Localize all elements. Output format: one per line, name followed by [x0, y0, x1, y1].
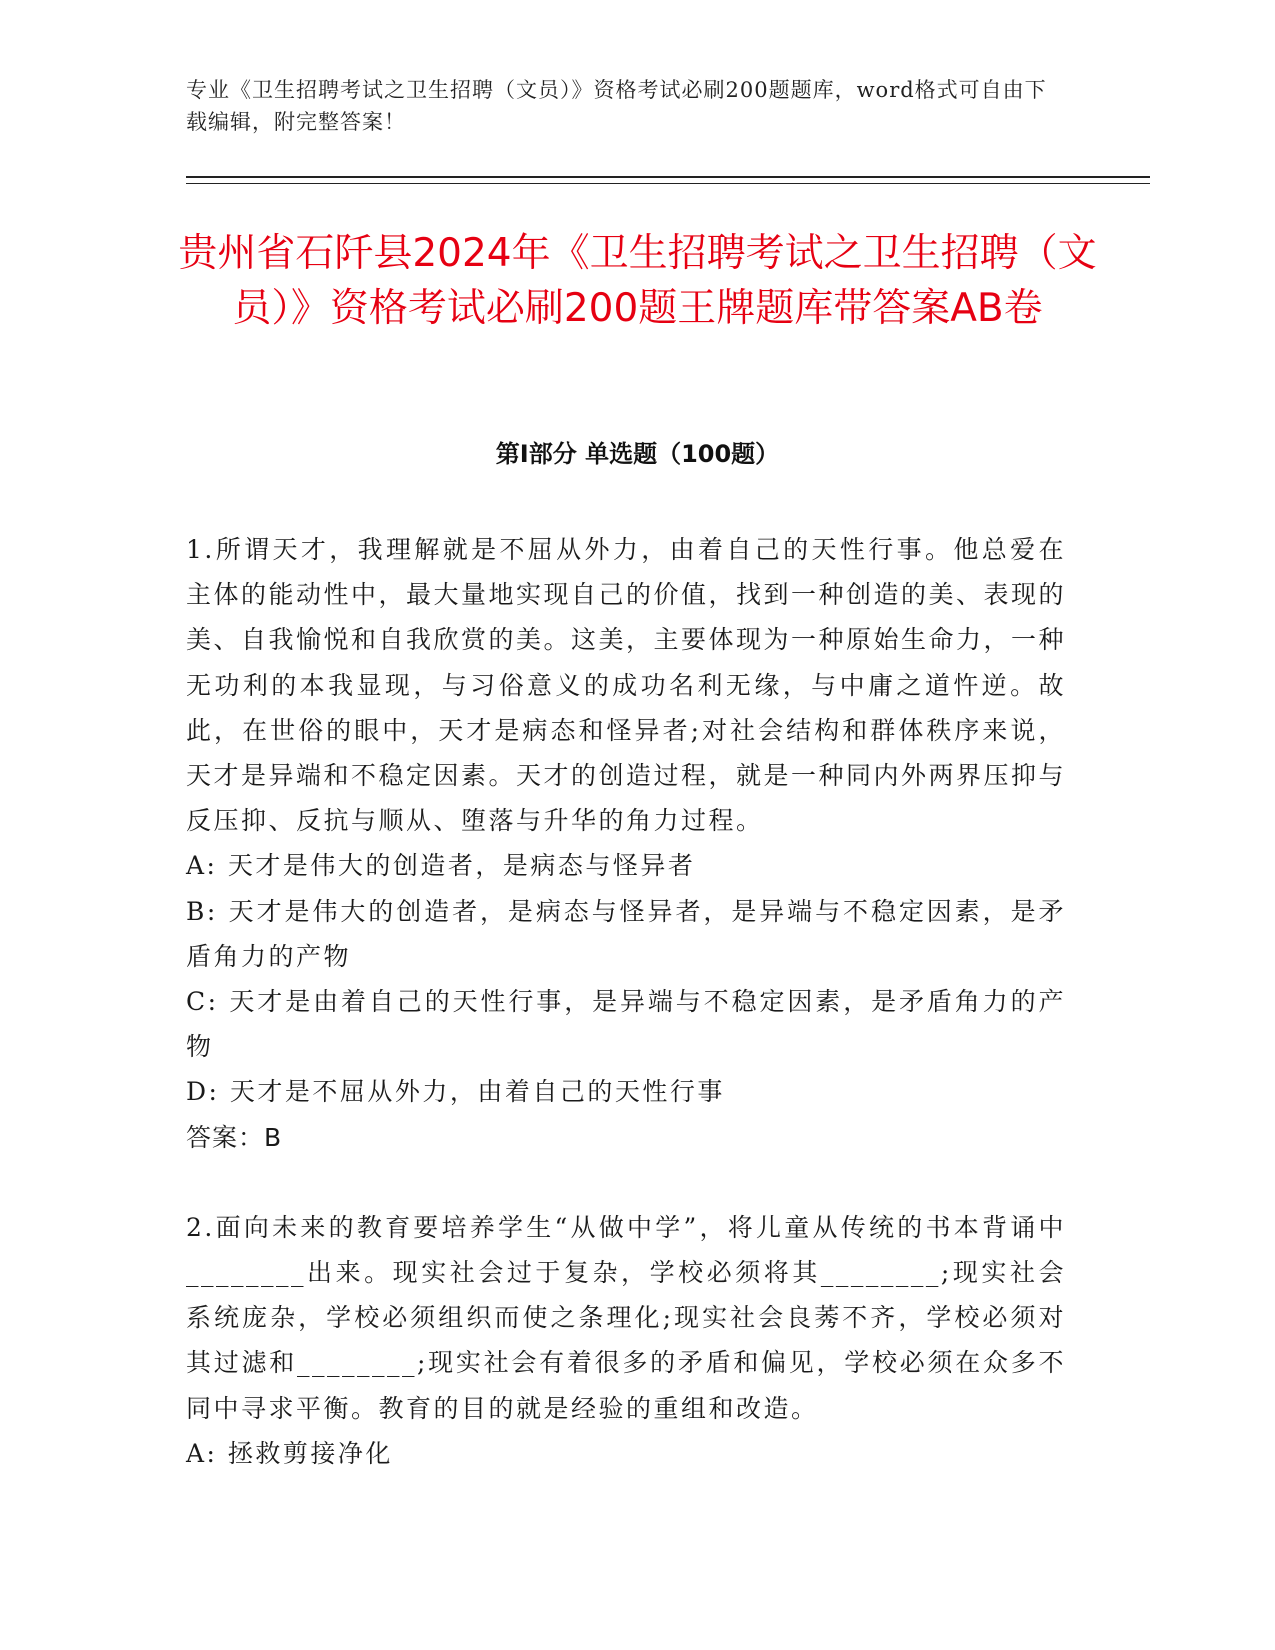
header-divider-thin [186, 183, 1150, 184]
answer: 答案：B [186, 1122, 283, 1152]
option-a: A: 天才是伟大的创造者，是病态与怪异者 [186, 851, 696, 881]
option-d: D: 天才是不屈从外力，由着自己的天性行事 [186, 1077, 725, 1107]
question-stem: 1.所谓天才，我理解就是不屈从外力，由着自己的天性行事。他总爱在主体的能动性中，最大量地实现自己的价值，找到一种创造的美、表现的美、自我愉悦和自我欣赏的美。这美，主要体现为一种原始生命力，一种无功利的本我显现，与习俗意义的成功名利无缘，与中庸之道忤逆。故此，在世俗的眼中，天才是病态和怪异者;对社会结构和群体秩序来说，天才是异端和不稳定因素。天才的创造过程，就是一种同内外两界压抑与反压抑、反抗与顺从、堕落与升华的角力过程。 [186, 535, 1067, 836]
option-b: B: 天才是伟大的创造者，是病态与怪异者，是异端与不稳定因素，是矛盾角力的产物 [186, 896, 1066, 971]
section-title: 第Ⅰ部分 单选题（100题） [495, 440, 780, 468]
question-spacer [186, 1160, 1066, 1205]
question-1 [186, 527, 1066, 1160]
document-title: 贵州省石阡县2024年《卫生招聘考试之卫生招聘（文员）》资格考试必刷200题王牌题库带答案AB卷 [178, 231, 1097, 331]
header-divider [186, 176, 1150, 178]
question-stem: 2.面向未来的教育要培养学生“从做中学”，将儿童从传统的书本背诵中________出来。现实社会过于复杂，学校必须将其________;现实社会系统庞杂，学校必须组织而使之条理化;现实社会良莠不齐，学校必须对其过滤和________;现实社会有着很多的矛盾和偏见，学校必须在众多不同中寻求平衡。教育的目的就是经验的重组和改造。 [186, 1212, 1066, 1423]
question-2 [186, 1205, 1066, 1476]
question-list [186, 527, 1066, 1476]
option-a: A: 拯救剪接净化 [186, 1438, 393, 1468]
option-c: C: 天才是由着自己的天性行事，是异端与不稳定因素，是矛盾角力的产物 [186, 987, 1066, 1062]
header-note: 专业《卫生招聘考试之卫生招聘（文员）》资格考试必刷200题题库，word格式可自由下载编辑，附完整答案！ [186, 78, 1047, 134]
